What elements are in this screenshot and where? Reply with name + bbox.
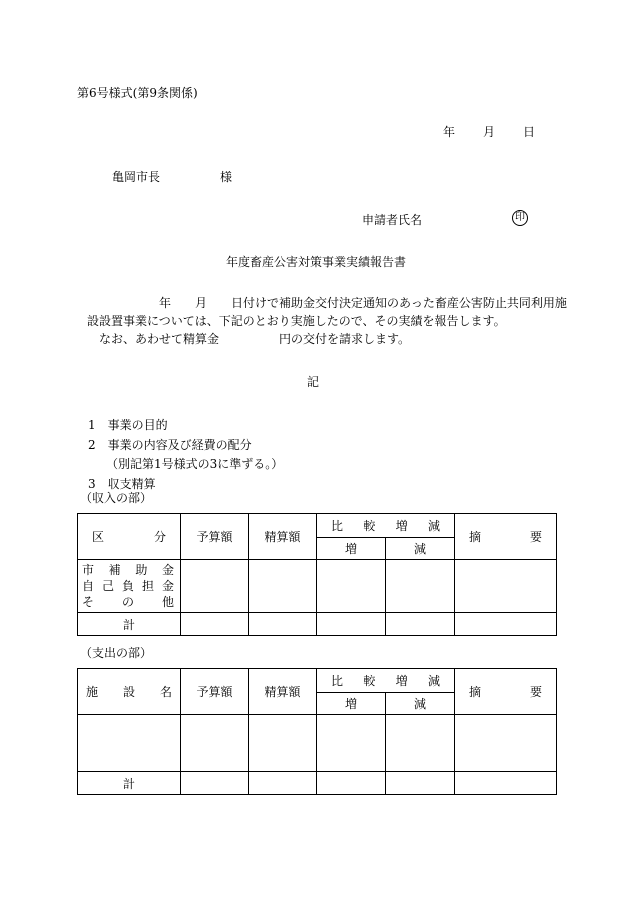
body-line-1: 年 月 日付けで補助金交付決定通知のあった畜産公害防止共同利用施設設置事業については、下記のとおり実施したので、その実績を報告します。 (87, 296, 567, 328)
income-categories (78, 560, 181, 613)
expense-header-decrease: 減 (386, 693, 455, 715)
income-summary-cell[interactable] (455, 560, 557, 613)
income-section-label: （収入の部） (80, 491, 153, 505)
item-settlement: 3 収支精算 (88, 476, 156, 491)
expense-total-label: 計 (78, 772, 181, 795)
expense-total-settlement[interactable] (249, 772, 317, 795)
income-header-decrease: 減 (386, 538, 455, 560)
expense-budget-cell[interactable] (181, 715, 249, 772)
expense-header-budget: 予算額 (181, 669, 249, 715)
income-decrease-cell[interactable] (386, 560, 455, 613)
date-line (443, 125, 535, 139)
income-total-label: 計 (78, 613, 181, 636)
expense-header-summary: 摘 要 (455, 669, 557, 715)
income-header-budget: 予算額 (181, 514, 249, 560)
income-header-comparison: 比 較 増 減 (317, 514, 455, 538)
item-content-note: （別記第1号様式の3に準ずる。） (100, 457, 284, 471)
expense-total-decrease[interactable] (386, 772, 455, 795)
income-header-category: 区 分 (78, 514, 181, 560)
expense-table (77, 668, 557, 795)
income-row-city-subsidy: 市 補 助 金 (82, 563, 174, 577)
body-line-2: なお、あわせて精算金 円の交付を請求します。 (87, 332, 411, 346)
expense-header-settlement: 精算額 (249, 669, 317, 715)
date-day: 日 (523, 125, 536, 139)
income-header-summary: 摘 要 (455, 514, 557, 560)
applicant-name-label: 申請者氏名 (362, 213, 423, 227)
income-total-increase[interactable] (317, 613, 386, 636)
item-content: 2 事業の内容及び経費の配分 (88, 437, 252, 452)
income-total-settlement[interactable] (249, 613, 317, 636)
expense-total-budget[interactable] (181, 772, 249, 795)
ki-heading: 記 (307, 375, 320, 389)
expense-summary-cell[interactable] (455, 715, 557, 772)
expense-total-increase[interactable] (317, 772, 386, 795)
expense-header-increase: 増 (317, 693, 386, 715)
date-year: 年 (443, 125, 456, 139)
income-row-self-burden: 自 己 負 担 金 (82, 579, 174, 593)
income-total-summary[interactable] (455, 613, 557, 636)
income-row-other: そ の 他 (82, 595, 174, 609)
seal-mark: 印 (512, 210, 528, 226)
income-settlement-cell[interactable] (249, 560, 317, 613)
income-total-budget[interactable] (181, 613, 249, 636)
income-table (77, 513, 557, 636)
income-header-increase: 増 (317, 538, 386, 560)
item-list (88, 416, 488, 494)
expense-settlement-cell[interactable] (249, 715, 317, 772)
expense-header-facility: 施 設 名 (78, 669, 181, 715)
report-body (87, 294, 572, 348)
expense-facility-cell[interactable] (78, 715, 181, 772)
date-month: 月 (483, 125, 496, 139)
expense-section-label: （支出の部） (80, 646, 153, 660)
document-title: 年度畜産公害対策事業実績報告書 (226, 255, 407, 269)
income-header-settlement: 精算額 (249, 514, 317, 560)
expense-increase-cell[interactable] (317, 715, 386, 772)
item-purpose: 1 事業の目的 (88, 418, 168, 432)
income-budget-cell[interactable] (181, 560, 249, 613)
expense-total-summary[interactable] (455, 772, 557, 795)
form-number: 第6号様式(第9条関係) (77, 86, 198, 100)
expense-header-comparison: 比 較 増 減 (317, 669, 455, 693)
income-total-decrease[interactable] (386, 613, 455, 636)
expense-decrease-cell[interactable] (386, 715, 455, 772)
income-increase-cell[interactable] (317, 560, 386, 613)
addressee: 亀岡市長 様 (112, 170, 233, 184)
